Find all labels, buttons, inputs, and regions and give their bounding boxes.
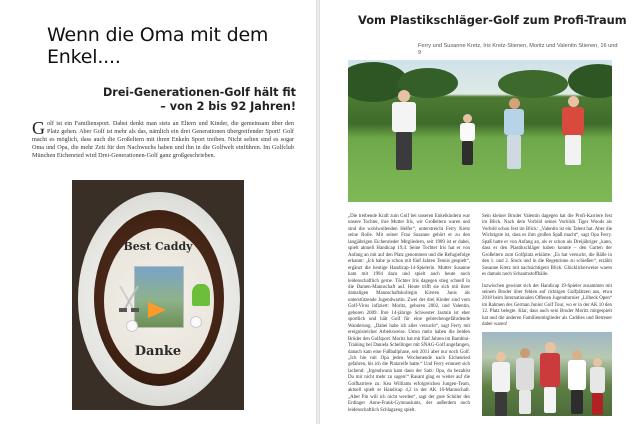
body-paragraph: Inzwischen gewinnt sich der Handicap 19-Spieler zusammen mit seinem Bruder über fehlen auf richtigen Golfplätzen aus, etwa 2018 beim Internationalen Offenen Jugendturnier „Lilbeck Open“ im Rahmen des German Junior Golf Tour, wo er in der AK 10 den 12. Platz belegte. Klar, dass auch sein Bruder Moritz mitgespielt hat und die anderen Familienmitglieder als Caddies und Betreuer dabei waren!	[482, 283, 612, 328]
cake-text-top: Best Caddy	[123, 240, 193, 253]
golf-club-icon	[116, 284, 142, 314]
family-group-photo	[482, 332, 612, 416]
cake-photo	[72, 180, 244, 410]
right-page	[320, 0, 636, 424]
body-text-column-1: „Die treibende Kraft zum Golf bei unseren Enkelkindern war unsere Tochter, ihre Mutter Iris, wir Großeltern waren und sind die wohlwollenden Helfer“, unterstreicht Ferry Kretz seine Rolle. Mit seiner Frau Susanne gehört er zu den langjährigen Eichenrieder Mitgliedern, seit 1989 ist er dabei, spielt aktuell Handicap 19,4. Seine Tochter Iris hat er von Anfang an mit auf den Platz genommen und die Refugiefolge erkannt: „Ich habe ja schon mit fünf Jahren Tennis gespielt“, ergänzt die heutige Handicap-14-Spielerin. Mutter Susanne kam mit 1994 dazu und spielt auch heute noch leidenschaftlich gerne. Töchter Iris dagegen stieg schnell in die Damen-Mannschaft auf. Heute trifft sie sich mit ihrer damaligen Mannschaftskollegin Kirsten Janis als unterstützende Jugendwartin. Zwei der drei Kinder sind vom Golf-Virus infiziert: Moritz, geboren 2002, und Valentin, geboren 2009. Ihre 14-jährige Schwester Jasmin ist eher sportlich und hält Golf für eine gebrechengefährdende Wanderung. „Dabei habe ich alles versucht“, sagt Ferry mit ereignisreicher Arbeitsweise. Umso mehr haben die beiden Brüder den Golfsport. Moritz hat mit fünf Jahren im Bambini-Training bei Daniela Schellinger mit SNAG-Golf angefangen, danach kam eine Fußballphase, seit 2011 aber nur noch Golf. „Ich bin mit Opa jeden Wochenende nach Eichenried gefahren, bis ich die Platzreife hatte.“ Und Ferry erinnert sich lachend: „Irgendwann kam dann der Satz: Opa, du bezahlst Du mir nicht mehr zu sagen!“ Rasant ging es weiter auf die Golfkarriere zu: Kea Williams erfolgreichen Jungen-Team, aktuell spielt er Handicap 4,2 in der AK 16-Mannschaft. „Aber Pin will ich nicht werden“, sagt der gute Schüler des Erdinger Anne-Frank-Gymnasiums, der außerdem noch leidenschaftlich Schlagzeug spielt.	[348, 214, 470, 413]
left-page	[0, 0, 316, 424]
tree	[498, 70, 568, 98]
article-headline: Wenn die Oma mit dem Enkel....	[47, 24, 269, 68]
grass-decoration	[192, 284, 210, 306]
body-text-column-2	[482, 214, 612, 334]
intro-paragraph	[32, 120, 294, 160]
tree	[568, 64, 612, 98]
section-title: Vom Plastikschläger-Golf zum Profi-Traum	[358, 13, 627, 27]
cake-text-bottom: Danke	[134, 344, 182, 359]
article-subhead: Drei-Generationen-Golf hält fit – von 2 bis 92 Jahren!	[103, 86, 296, 113]
photo-caption-names: Ferry und Susanne Kretz, Iris Kretz-Stienen, Moritz und Valentin Stienen, 16 und 9	[418, 43, 618, 56]
intro-text: olf ist ein Familiensport. Dabei denkt man stets an Eltern und Kinder, die gemeinsam über den Platz gehen. Aber Golf ist mehr als das, nämlich ein drei Generationen übergreifender Sport! Golf macht es möglich, dass auch die Großeltern mit ihren Enkeln Sport treiben. Nicht selten sind es sogar Oma und Opa, die mehr Zeit für den Nachwuchs haben und ihn in die Golfwelt einführen. Im Golfclub München Eichenried wird Drei-Generationen-Golf ganz großgeschrieben.	[32, 120, 294, 160]
drop-cap: G	[32, 118, 45, 138]
golf-ball-icon	[126, 320, 138, 332]
body-paragraph: Sein kleiner Bruder Valentin dagegen hat die Profi-Karriere fest im Blick. Nach dem Vorbild seines Vorbilds Tiger Woods als Vorbild schon fest im Blick: „Valentin ist ein Talent hat. Aber die Wichtigste ist, dass es ihm großen Spaß macht“, sagt Opa Ferry. Spaß hatte er von Anfang an, als er schon als Dreijähriger „kann, dass er den Plastikschläger haben konnte – den Garten der Großeltern zum Golfplatz erklärte. „Es hat versucht, die Bälle in den 1. und 2. Stock und in die Regenrinne zu schießen“, erzählt Susanne Kretz mit nachsichtigem Blick. Glücklicherweise waren es damals noch Schaumstoffbälle.	[482, 214, 612, 278]
golf-ball-icon	[190, 316, 202, 328]
golf-family-photo	[348, 60, 612, 202]
